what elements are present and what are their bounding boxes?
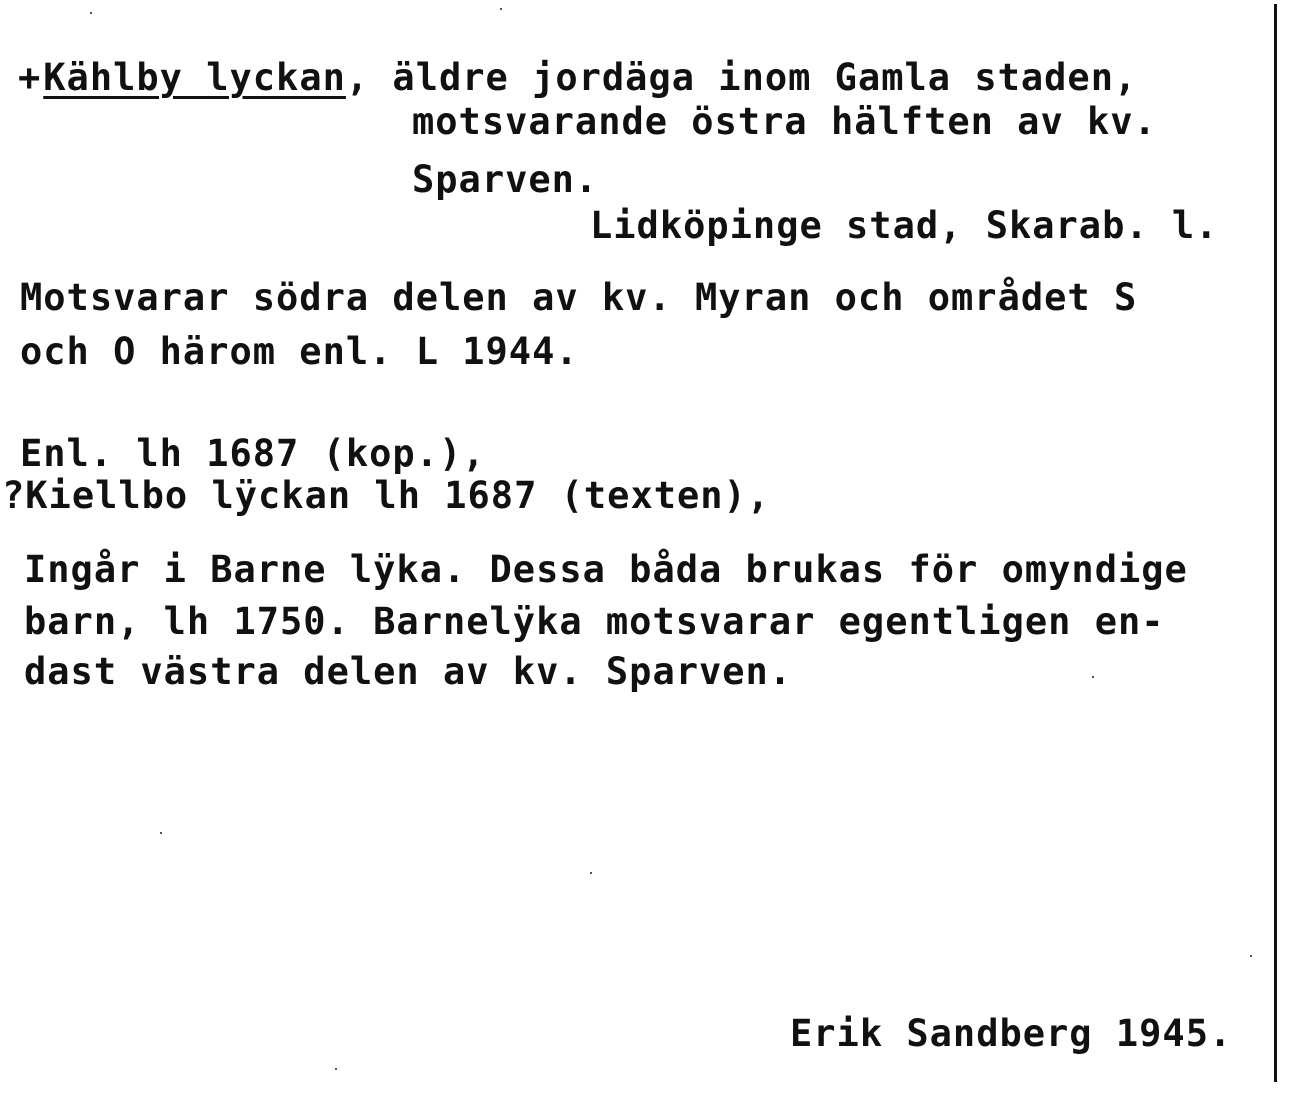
- scan-speck: [590, 872, 592, 874]
- entry-line-2: motsvarande östra hälften av kv.: [412, 100, 1157, 143]
- entry-prefix: +: [18, 56, 42, 99]
- card-right-border: [1274, 4, 1277, 1082]
- scan-speck: [90, 12, 92, 14]
- scan-speck: [1092, 676, 1094, 678]
- scan-speck: [160, 832, 162, 834]
- scan-speck: [1250, 955, 1252, 957]
- scan-speck: [335, 1068, 337, 1070]
- entry-headword: Kählby lyckan: [43, 56, 346, 99]
- signature: Erik Sandberg 1945.: [790, 1012, 1233, 1055]
- entry-line-1-rest: , äldre jordäga inom Gamla staden,: [345, 56, 1138, 99]
- comment-line-1: Ingår i Barne lÿka. Dessa båda brukas för omyndige: [24, 548, 1188, 591]
- note-line-1: Motsvarar södra delen av kv. Myran och området S: [20, 276, 1138, 319]
- entry-line-3: Sparven.: [412, 158, 599, 201]
- comment-line-3: dast västra delen av kv. Sparven.: [24, 650, 793, 693]
- comment-line-2: barn, lh 1750. Barnelÿka motsvarar egentligen en-: [24, 600, 1165, 643]
- sources-line-1: Enl. lh 1687 (kop.),: [20, 432, 486, 475]
- note-line-2: och O härom enl. L 1944.: [20, 330, 579, 373]
- entry-line-1: [18, 56, 1137, 100]
- entry-location: Lidköpinge stad, Skarab. l.: [590, 204, 1219, 247]
- scan-speck: [500, 8, 502, 10]
- sources-line-2: ?Kiellbo lÿckan lh 1687 (texten),: [2, 474, 771, 517]
